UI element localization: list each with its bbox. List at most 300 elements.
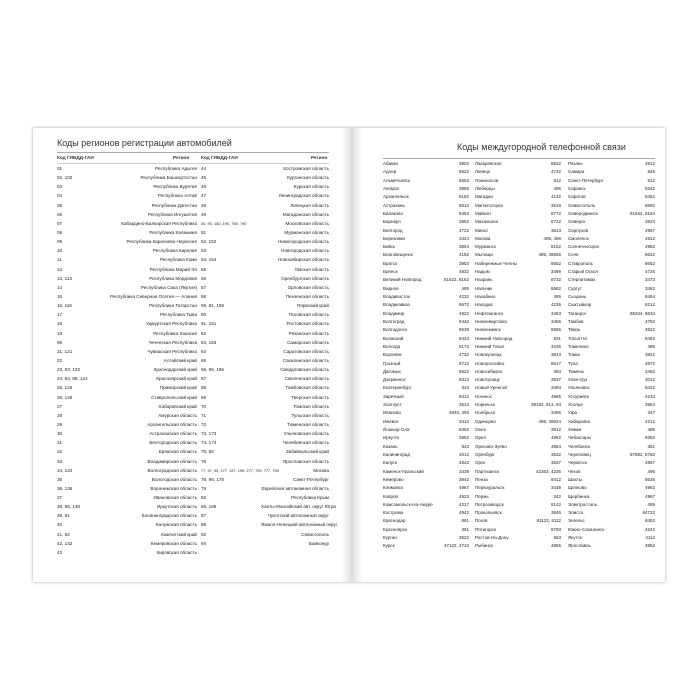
table-row (568, 451, 655, 459)
table-row (475, 193, 561, 201)
table-row (201, 411, 329, 420)
phone-code: 3537 (550, 460, 561, 466)
table-row (568, 351, 655, 359)
table-row (383, 310, 469, 318)
table-row (568, 177, 655, 185)
table-row (57, 182, 197, 191)
table-row (568, 459, 655, 467)
table-row (383, 260, 469, 268)
phone-code: 8443 (458, 335, 469, 341)
phone-code: 495 (647, 427, 655, 432)
phone-code: 81122, 8112 (536, 518, 561, 524)
city-name: Магнитогорск (475, 202, 504, 208)
table-row (201, 329, 329, 338)
table-row (57, 265, 197, 274)
table-row (475, 335, 561, 343)
table-row (57, 383, 197, 392)
region-name: Мурманская область (284, 229, 329, 235)
code-header: Код ГИБДД-ГАИ (57, 155, 94, 160)
table-row (568, 310, 655, 318)
phone-code: 4752 (644, 318, 655, 324)
table-row (383, 501, 469, 509)
phone-code: 3823 (644, 219, 655, 225)
city-name: Санкт-Петербург (568, 177, 604, 183)
table-row (201, 237, 329, 246)
table-row (201, 493, 329, 502)
table-row (475, 401, 561, 409)
phone-code: 4942 (458, 510, 469, 516)
region-name: Вологодская область (151, 476, 197, 482)
table-row (383, 343, 469, 351)
phone-code: 4855 (550, 543, 561, 549)
phone-code: 8142 (550, 501, 561, 507)
region-name: Нижегородская область (277, 239, 329, 245)
region-name: Чукотский автономный округ (267, 513, 329, 519)
phone-code: 495, 49656 (538, 252, 561, 258)
region-code: 30 (57, 431, 63, 437)
phone-code: 4217 (458, 501, 469, 507)
region-code: 75, 80 (201, 449, 214, 455)
phone-code: 8636 (644, 476, 655, 482)
city-name: Старый Оскол (568, 269, 599, 275)
city-name: Тольятти (568, 335, 587, 341)
phone-code: 3463 (550, 310, 561, 316)
city-name: Химки (568, 427, 582, 432)
city-name: Пермь (475, 493, 489, 499)
city-name: Орск (475, 460, 486, 466)
region-name: Республика Саха (Якутия) (140, 284, 197, 290)
phone-codes-col-3 (568, 160, 655, 551)
city-name: Барнаул (383, 219, 401, 225)
table-row (57, 347, 197, 356)
city-name: Хабаровск (568, 418, 591, 424)
table-row (201, 292, 329, 301)
city-name: Новокузнецк (475, 352, 502, 358)
phone-code: 4962 (644, 485, 655, 491)
city-name: Одинцово (475, 418, 496, 424)
phone-code: 4962 (644, 244, 655, 250)
phone-code: 8732 (550, 277, 561, 283)
table-row (568, 509, 655, 517)
phone-code: 8617 (550, 360, 561, 366)
city-name: Краснодар (383, 518, 406, 524)
table-row (383, 542, 469, 550)
table-row (383, 476, 469, 484)
table-row (475, 293, 561, 301)
region-name: Липецкая область (290, 202, 329, 208)
region-code: 57 (201, 284, 207, 290)
city-name: Курган (383, 535, 397, 541)
region-code: 02, 102 (57, 175, 73, 181)
region-name: Белгородская область (149, 440, 197, 446)
table-row (57, 548, 197, 557)
phone-code: 8152 (550, 244, 561, 250)
phone-code: 4964 (550, 443, 561, 449)
table-row (383, 351, 469, 359)
table-row (568, 210, 655, 218)
city-name: Кемерово (383, 476, 404, 482)
table-row (57, 201, 197, 210)
city-name: Балаково (383, 210, 403, 216)
phone-code: 831 (553, 335, 561, 341)
region-name: Республика Ингушетия (147, 211, 197, 217)
phone-code: 4965 (550, 393, 561, 399)
region-code: 92 (201, 531, 207, 537)
phone-code: 3955 (458, 185, 469, 191)
table-row (201, 201, 329, 210)
region-code: 42, 142 (57, 540, 73, 546)
city-name: Волгоград (383, 318, 405, 324)
region-name: Еврейская автономная область (261, 485, 329, 491)
phone-code: 3537 (550, 377, 561, 383)
city-name: Нижнекамск (475, 327, 501, 333)
phone-code: 47122, 4712 (443, 543, 469, 549)
phone-codes-col-2 (475, 160, 561, 551)
table-row (475, 443, 561, 451)
city-name: Шахты (568, 476, 583, 482)
region-code: 61, 161 (201, 321, 217, 327)
phone-code: 3513 (550, 227, 561, 233)
city-name: Орехово-Зуево (475, 443, 507, 449)
phone-code: 3519 (550, 202, 561, 208)
phone-code: 3435 (550, 343, 561, 349)
phone-code: 8712 (458, 360, 469, 366)
table-row (383, 168, 469, 176)
phone-code: 8352 (644, 435, 655, 441)
table-row (383, 534, 469, 542)
table-row (201, 310, 329, 319)
phone-code: 4862 (550, 435, 561, 441)
region-code: 67 (201, 376, 207, 382)
city-name: Ярославль (568, 543, 591, 549)
phone-code: 4852 (644, 543, 655, 549)
phone-code: 8662 (550, 285, 561, 291)
city-name: Рыбинск (475, 543, 494, 549)
region-code: 38, 85, 138 (57, 504, 80, 510)
phone-code: 8555 (550, 327, 561, 333)
table-row (57, 457, 197, 466)
city-name: Майкоп (475, 210, 491, 216)
city-name: Партизанск (475, 468, 499, 474)
table-row (383, 434, 469, 442)
phone-code: 8342 (644, 185, 655, 191)
region-codes-table-2 (201, 164, 338, 548)
phone-code: 4236 (550, 302, 561, 308)
region-code: 23, 93, 123 (57, 367, 80, 373)
region-code: 39, 91 (57, 513, 70, 519)
city-name: Таганрог (568, 310, 587, 316)
region-code: 37 (57, 495, 63, 501)
region-header: Регион (173, 155, 190, 160)
city-name: Владикавказ (383, 302, 410, 308)
table-row (475, 227, 561, 235)
region-name: Новосибирская область (277, 257, 329, 263)
phone-code: 391 (461, 526, 469, 532)
table-row (57, 411, 197, 420)
table-row (57, 292, 197, 301)
region-code: 14 (57, 284, 63, 290)
phone-code: 8453 (644, 518, 655, 524)
table-row (383, 177, 469, 185)
city-name: Саранск (568, 185, 586, 191)
region-code: 31 (57, 440, 63, 446)
city-name: Нижний Новгород (475, 335, 513, 341)
region-name: Магаданская область (282, 211, 329, 217)
booklet-spread (33, 128, 665, 582)
right-page (363, 128, 665, 582)
table-row (475, 351, 561, 359)
city-name: Махачкала (475, 219, 498, 225)
region-code: 34, 134 (57, 467, 73, 473)
table-row (201, 457, 329, 466)
region-code: 58 (201, 293, 207, 299)
phone-code: 351 (647, 443, 655, 449)
phone-code: 8622 (550, 161, 561, 166)
city-name: Воронеж (383, 352, 402, 358)
region-name: Рязанская область (288, 330, 329, 336)
region-name: Свердловская область (280, 367, 329, 373)
city-name: Южно-Сахалинск (568, 526, 605, 532)
table-row (475, 426, 561, 434)
phone-code: 4812 (644, 235, 655, 241)
table-row (475, 185, 561, 193)
region-code: 89 (201, 522, 207, 528)
phone-code: 3473 (644, 277, 655, 283)
table-row (57, 191, 197, 200)
city-name: Москва (475, 235, 491, 241)
city-name: Ангарск (383, 185, 400, 191)
region-code: 59, 81, 159 (201, 303, 224, 309)
phone-code: 3462 (644, 285, 655, 291)
table-row (201, 420, 329, 429)
table-row (475, 393, 561, 401)
table-row (201, 255, 329, 264)
city-name: Стерлитамак (568, 277, 596, 283)
city-name: Калуга (383, 460, 398, 466)
city-name: Люберцы (475, 185, 495, 191)
city-name: Нальчик (475, 285, 493, 291)
phone-code: 4212 (644, 418, 655, 424)
phone-code: 8412 (550, 476, 561, 482)
phone-code: 8362 (458, 427, 469, 432)
region-code: 79 (201, 485, 207, 491)
phone-code: 343 (461, 385, 469, 391)
table-row (201, 191, 329, 200)
region-code: 03 (57, 184, 63, 190)
phone-code: 8793 (550, 526, 561, 532)
region-code: 01 (57, 166, 63, 171)
city-name: Псков (475, 518, 488, 524)
table-row (57, 173, 197, 182)
table-row (568, 202, 655, 210)
region-name: Астраханская область (149, 431, 197, 437)
phone-code: 3952 (458, 435, 469, 441)
region-code: 25, 125 (57, 385, 73, 391)
table-row (383, 401, 469, 409)
table-row (201, 265, 329, 274)
city-name: Солнечногорск (568, 244, 600, 250)
phone-code: 4932, 493 (448, 410, 469, 416)
table-row (201, 182, 329, 191)
table-row (57, 228, 197, 237)
region-code: 87 (201, 513, 207, 519)
phone-code: 4162 (458, 252, 469, 258)
phone-code: 383 (553, 368, 561, 374)
city-name: Калининград (383, 451, 411, 457)
region-name: Кемеровская область (150, 540, 197, 546)
table-row (201, 219, 329, 228)
region-code: 18 (57, 321, 63, 327)
table-row (383, 301, 469, 309)
region-code: 24, 84, 88, 124 (57, 376, 88, 382)
table-row (57, 493, 197, 502)
table-row (201, 210, 329, 219)
city-name: Астрахань (383, 202, 405, 208)
phone-code: 3852 (458, 219, 469, 225)
table-row (568, 401, 655, 409)
table-row (383, 268, 469, 276)
phone-code: 4842 (458, 460, 469, 466)
region-name: Республика Марий Эл (149, 266, 197, 272)
table-row (475, 260, 561, 268)
city-name: Курск (383, 543, 395, 549)
phone-code: 495, 499 (543, 235, 561, 241)
table-row (475, 484, 561, 492)
table-row (57, 502, 197, 511)
phone-code: 8182 (458, 194, 469, 200)
table-row (201, 338, 329, 347)
table-row (383, 160, 469, 168)
region-code: 11 (57, 257, 62, 263)
phone-code: 8622 (458, 169, 469, 175)
table-row (568, 185, 655, 193)
region-code: 05 (57, 202, 63, 208)
table-row (568, 368, 655, 376)
city-name: Серпухов (568, 227, 589, 233)
region-code: 40 (57, 522, 63, 528)
region-name: Ульяновская область (283, 431, 329, 437)
city-name: Климовск (383, 485, 403, 491)
city-name: Энгельс (568, 518, 585, 524)
table-row (383, 285, 469, 293)
city-name: Пятигорск (475, 526, 497, 532)
table-row (568, 260, 655, 268)
region-code: 15 (57, 293, 63, 299)
city-name: Нижневартовск (475, 318, 508, 324)
city-name: Самара (568, 169, 585, 175)
table-row (57, 475, 197, 484)
city-name: Магадан (475, 194, 493, 200)
city-name: Орел (475, 435, 486, 441)
region-code: 49 (201, 211, 207, 217)
table-row (201, 319, 329, 328)
city-name: Усолье (568, 402, 583, 408)
table-row (201, 301, 329, 310)
phone-codes-col-1 (383, 160, 469, 551)
phone-code: 39192, 913, 94 (530, 402, 561, 408)
table-row (568, 376, 655, 384)
phone-code: 3953 (458, 260, 469, 266)
city-name: Щелково (568, 485, 587, 491)
table-row (383, 443, 469, 451)
table-row (201, 393, 329, 402)
table-row (201, 246, 329, 255)
phone-code: 3513 (458, 402, 469, 408)
table-row (57, 365, 197, 374)
city-name: Нефтеюганск (475, 310, 503, 316)
phone-code: 4822 (644, 327, 655, 333)
table-row (383, 243, 469, 251)
table-row (57, 219, 197, 228)
table-row (383, 393, 469, 401)
city-name: Златоуст (383, 402, 402, 408)
table-row (383, 468, 469, 476)
title-underline (383, 158, 655, 159)
table-row (475, 318, 561, 326)
region-name: Ивановская область (153, 495, 197, 501)
city-name: Рязань (568, 161, 583, 166)
phone-code: 843 (461, 443, 469, 449)
code-header-2: Код ГИБДД-ГАИ (201, 155, 238, 160)
table-row (568, 484, 655, 492)
table-row (383, 484, 469, 492)
phone-code: 4832 (458, 269, 469, 275)
region-name: Брянская область (158, 449, 197, 455)
region-code: 07 (57, 220, 63, 226)
city-name: Первоуральск (475, 485, 505, 491)
table-row (475, 517, 561, 525)
table-row (383, 185, 469, 193)
region-header-2: Регион (311, 155, 328, 160)
region-name: Республика Адыгея (155, 166, 197, 171)
region-code: 13, 113 (57, 275, 72, 281)
region-name: Республика Тыва (159, 312, 197, 318)
region-code: 28 (57, 412, 63, 418)
table-row (568, 268, 655, 276)
region-code: 64 (201, 348, 207, 354)
region-name: Забайкальский край (285, 449, 329, 455)
region-name: Республика Татарстан (149, 303, 197, 309)
phone-code: 81842, 8184 (629, 210, 655, 216)
city-name: Сыктывкар (568, 302, 592, 308)
region-name: Калининградская область (141, 513, 197, 519)
table-row (57, 274, 197, 283)
city-name: Нижний Тагил (475, 343, 505, 349)
table-row (568, 168, 655, 176)
region-name: Республика Северная Осетия — Алания (110, 293, 197, 299)
city-name: Находка (475, 302, 493, 308)
phone-code: 8639 (458, 327, 469, 333)
region-code: 04 (57, 193, 63, 199)
city-name: Чехов (568, 468, 581, 474)
region-name: Республика Бурятия (153, 184, 197, 190)
region-name: Приморский край (159, 385, 197, 391)
table-row (475, 418, 561, 426)
phone-code: 8692 (644, 202, 655, 208)
phone-code: 3412 (458, 418, 469, 424)
region-name: Тверская область (291, 394, 329, 400)
city-name: Тула (568, 360, 578, 366)
phone-code: 495, 49624 (538, 418, 561, 424)
phone-code: 4232 (458, 294, 469, 299)
city-name: Ростов-На-Дону (475, 535, 509, 541)
table-row (568, 542, 655, 550)
city-name: Оренбург (475, 451, 495, 457)
phone-code: 8722 (550, 219, 561, 225)
city-name: Уссурийск (568, 393, 590, 399)
region-code: 68 (201, 385, 207, 391)
region-code: 52, 152 (201, 239, 217, 245)
